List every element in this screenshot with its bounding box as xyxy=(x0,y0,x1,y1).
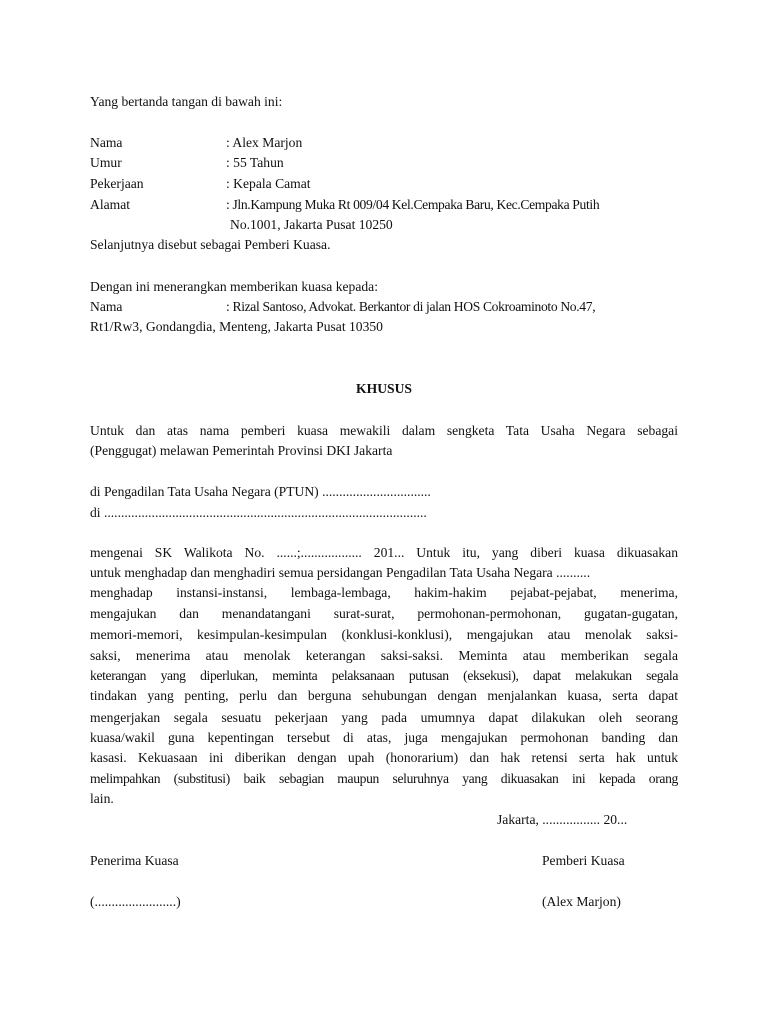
penerima-kuasa-label: Penerima Kuasa xyxy=(90,853,179,868)
penerima-nama-line1: : Rizal Santoso, Advokat. Berkantor di jalan HOS Cokroaminoto No.47, xyxy=(226,299,596,314)
heading-khusus: KHUSUS xyxy=(356,381,412,396)
para1-line: Untuk dan atas nama pemberi kuasa mewakili dalam sengketa Tata Usaha Negara sebagai xyxy=(90,423,678,438)
penerima-nama-row xyxy=(90,297,678,317)
penerima-kuasa-signature: (........................) xyxy=(90,894,181,909)
disebut-pemberi-text: Selanjutnya disebut sebagai Pemberi Kuasa. xyxy=(90,237,331,252)
para2-line: tindakan yang penting, perlu dan berguna sehubungan dengan menjalankan kuasa, serta dapat xyxy=(90,688,678,703)
pemberi-alamat-line1: : Jln.Kampung Muka Rt 009/04 Kel.Cempaka Baru, Kec.Cempaka Putih xyxy=(226,197,600,212)
pemberi-nama-label: Nama xyxy=(90,135,123,150)
place-date: Jakarta, ................. 20... xyxy=(497,812,628,827)
penerima-nama-label: Nama xyxy=(90,299,123,314)
para1-line: (Penggugat) melawan Pemerintah Provinsi DKI Jakarta xyxy=(90,443,393,458)
pemberi-umur-row xyxy=(90,153,678,173)
para2-line: mengerjakan segala sesuatu pekerjaan yang pada umumnya dapat dilakukan oleh seorang xyxy=(90,710,678,725)
para2-line: keterangan yang diperlukan, meminta pelaksanaan putusan (eksekusi), dapat melakukan segala xyxy=(90,668,678,683)
pemberi-nama-row xyxy=(90,133,678,153)
pemberi-pekerjaan-label: Pekerjaan xyxy=(90,176,144,191)
penerima-nama-line2: Rt1/Rw3, Gondangdia, Menteng, Jakarta Pusat 10350 xyxy=(90,319,383,334)
pemberi-kuasa-signature: (Alex Marjon) xyxy=(542,894,621,909)
court-line: di Pengadilan Tata Usaha Negara (PTUN) ................................ xyxy=(90,484,431,499)
intro-text: Yang bertanda tangan di bawah ini: xyxy=(90,94,283,109)
pemberi-umur-value: : 55 Tahun xyxy=(226,155,284,170)
court-line: di ............................................................................................... xyxy=(90,505,427,520)
pemberi-nama-value: : Alex Marjon xyxy=(226,135,303,150)
para2-line: menghadap instansi-instansi, lembaga-lembaga, hakim-hakim pejabat-pejabat, menerima, xyxy=(90,585,678,600)
menerangkan-text: Dengan ini menerangkan memberikan kuasa kepada: xyxy=(90,279,378,294)
pemberi-pekerjaan-value: : Kepala Camat xyxy=(226,176,311,191)
pemberi-alamat-label: Alamat xyxy=(90,197,131,212)
para2-line: memori-memori, kesimpulan-kesimpulan (konklusi-konklusi), mengajukan atau menolak saksi- xyxy=(90,627,678,642)
para2-line: mengenai SK Walikota No. ......;.................. 201... Untuk itu, yang diberi kuasa dikuasakan xyxy=(90,545,678,560)
para2-line: saksi, menerima atau menolak keterangan saksi-saksi. Meminta atau memberikan segala xyxy=(90,648,678,663)
pemberi-alamat-row xyxy=(90,195,678,215)
para2-line: melimpahkan (substitusi) baik sebagian maupun seluruhnya yang dikuasakan ini kepada orang xyxy=(90,771,678,786)
pemberi-pekerjaan-row xyxy=(90,174,678,194)
pemberi-kuasa-label: Pemberi Kuasa xyxy=(542,853,625,868)
pemberi-alamat-line2: No.1001, Jakarta Pusat 10250 xyxy=(230,217,393,232)
para2-line: mengajukan dan menandatangani surat-surat, permohonan-permohonan, gugatan-gugatan, xyxy=(90,606,678,621)
para2-line: untuk menghadap dan menghadiri semua persidangan Pengadilan Tata Usaha Negara .......... xyxy=(90,565,591,580)
para2-line: lain. xyxy=(90,791,114,806)
pemberi-umur-label: Umur xyxy=(90,155,122,170)
para2-line: kasasi. Kekuasaan ini diberikan dengan upah (honorarium) dan hak retensi serta hak untuk xyxy=(90,750,678,765)
para2-line: kuasa/wakil guna kepentingan tersebut di atas, juga mengajukan permohonan banding dan xyxy=(90,730,678,745)
